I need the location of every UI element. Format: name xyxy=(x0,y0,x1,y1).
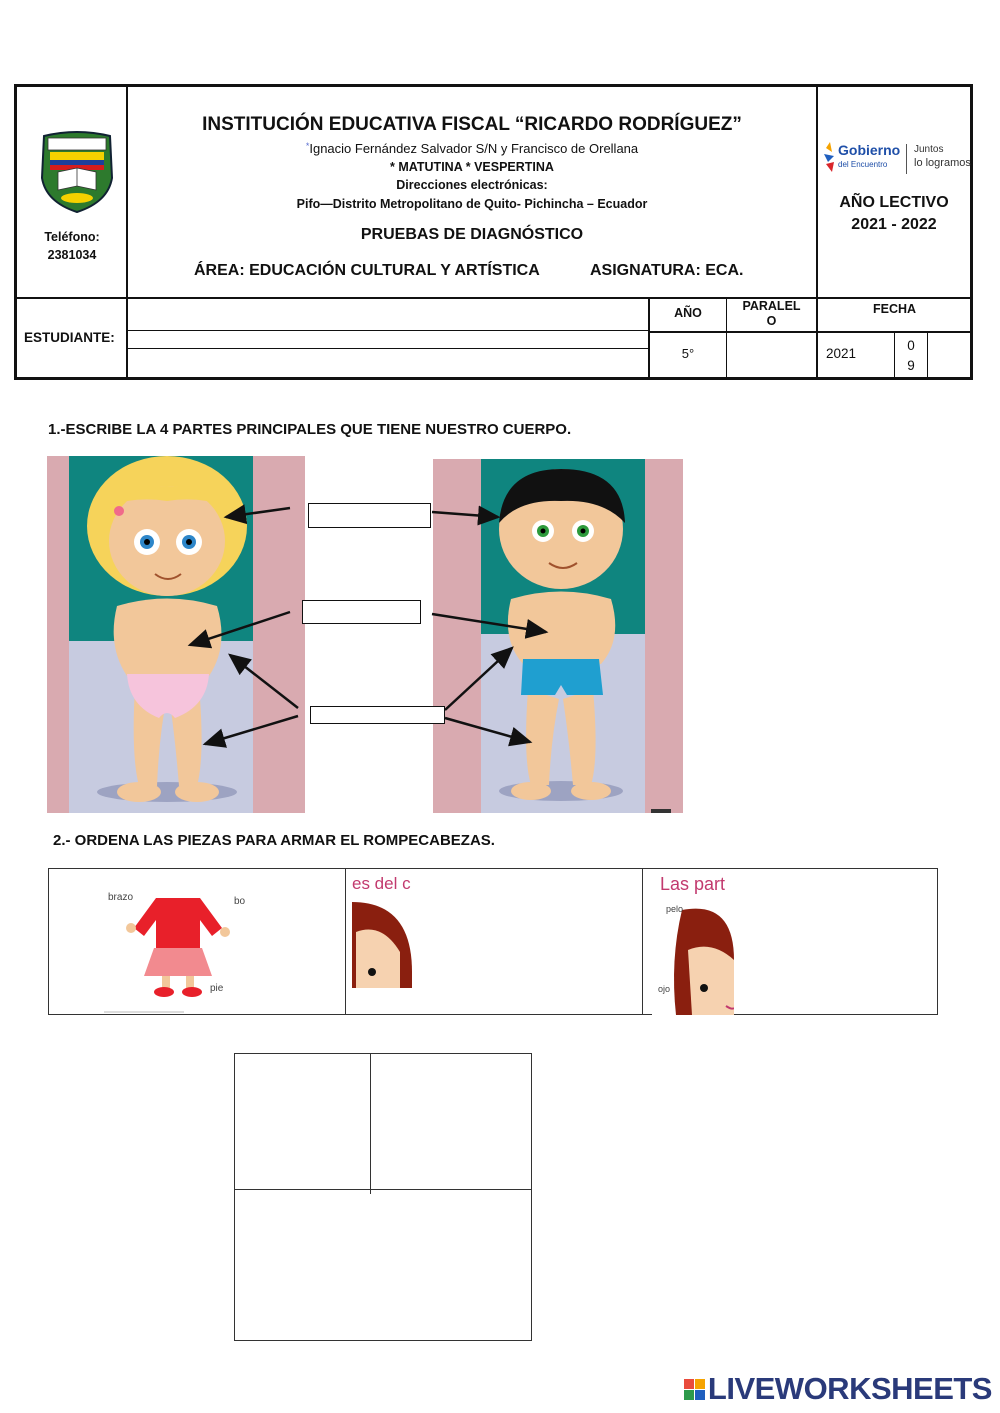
date-column-label: FECHA xyxy=(872,302,917,316)
address-bullet: * xyxy=(305,141,310,151)
school-year-label: AÑO LECTIVO xyxy=(839,194,949,211)
footer-brand-text: LIVEWORKSHEETS xyxy=(707,1371,992,1406)
arrow-line xyxy=(432,614,546,632)
girl-dress-illustration xyxy=(104,888,248,1014)
piece3-label-hair: pelo xyxy=(666,904,684,914)
piece3-text: Las part xyxy=(660,874,726,894)
answer-box-limbs[interactable] xyxy=(310,706,445,724)
shifts-line: * MATUTINA * VESPERTINA xyxy=(390,160,554,174)
date-year: 2021 xyxy=(826,346,857,361)
address-text: Ignacio Fernández Salvador S/N y Francisco de Orellana xyxy=(309,141,639,156)
arrow-line xyxy=(445,648,512,710)
arrow-line xyxy=(445,718,530,742)
parallel-label-line1: PARALEL xyxy=(742,299,801,313)
emails-label: Direcciones electrónicas: xyxy=(396,178,548,192)
school-year-value: 2021 - 2022 xyxy=(851,216,937,233)
student-label: ESTUDIANTE: xyxy=(24,330,115,345)
subject-label: ASIGNATURA: ECA. xyxy=(590,262,744,279)
exercise-2-title: 2.- ORDENA LAS PIEZAS PARA ARMAR EL ROMPECABEZAS. xyxy=(53,832,495,849)
piece3-label-eye: ojo xyxy=(658,984,671,994)
grid-divider xyxy=(234,1189,532,1190)
grid-divider xyxy=(370,1053,371,1194)
gov-logo-slogan-1: Juntos xyxy=(914,144,944,155)
liveworksheets-badge-icon xyxy=(684,1373,706,1395)
arrow-line xyxy=(230,655,298,708)
gov-logo-main: Gobierno xyxy=(838,142,901,158)
test-title: PRUEBAS DE DIAGNÓSTICO xyxy=(360,226,584,243)
divider xyxy=(345,868,346,1015)
piece2-text: es del c xyxy=(352,874,411,893)
institution-name: INSTITUCIÓN EDUCATIVA FISCAL “RICARDO RODRÍGUEZ” xyxy=(202,114,742,135)
gov-logo-sub: del Encuentro xyxy=(838,160,888,169)
piece1-label-foot: pie xyxy=(210,983,224,994)
puzzle-piece-1[interactable] xyxy=(104,888,248,1014)
area-label: ÁREA: EDUCACIÓN CULTURAL Y ARTÍSTICA xyxy=(194,262,540,279)
arrow-line xyxy=(190,612,290,645)
year-value: 5° xyxy=(681,346,695,361)
girl-face-illustration xyxy=(352,902,414,988)
liveworksheets-logo[interactable] xyxy=(684,1371,992,1407)
phone-number: 2381034 xyxy=(47,248,97,262)
puzzle-piece-3[interactable] xyxy=(652,872,734,1015)
piece1-label-arm: brazo xyxy=(108,892,134,903)
gov-logo-slogan-2: lo logramos xyxy=(914,157,971,169)
answer-box-head[interactable] xyxy=(308,503,431,528)
location-line: Pifo—Distrito Metropolitano de Quito- Pichincha – Ecuador xyxy=(296,197,648,211)
date-month-digit-1: 0 xyxy=(907,338,915,353)
puzzle-piece-2[interactable] xyxy=(352,872,414,988)
answer-box-trunk[interactable] xyxy=(302,600,421,624)
exercise-1-title: 1.-ESCRIBE LA 4 PARTES PRINCIPALES QUE TIENE NUESTRO CUERPO. xyxy=(48,421,572,438)
year-column-label: AÑO xyxy=(674,306,702,320)
divider xyxy=(642,868,643,1015)
puzzle-assembly-grid[interactable] xyxy=(234,1053,532,1341)
parallel-label-line2: O xyxy=(766,314,777,328)
phone-label: Teléfono: xyxy=(44,230,100,244)
piece1-label-mouth: bo xyxy=(234,896,246,907)
date-month-digit-2: 9 xyxy=(907,358,915,373)
girl-head-illustration xyxy=(652,900,734,1015)
arrow-line xyxy=(226,508,290,517)
arrow-line xyxy=(205,716,298,744)
arrow-line xyxy=(432,512,498,517)
